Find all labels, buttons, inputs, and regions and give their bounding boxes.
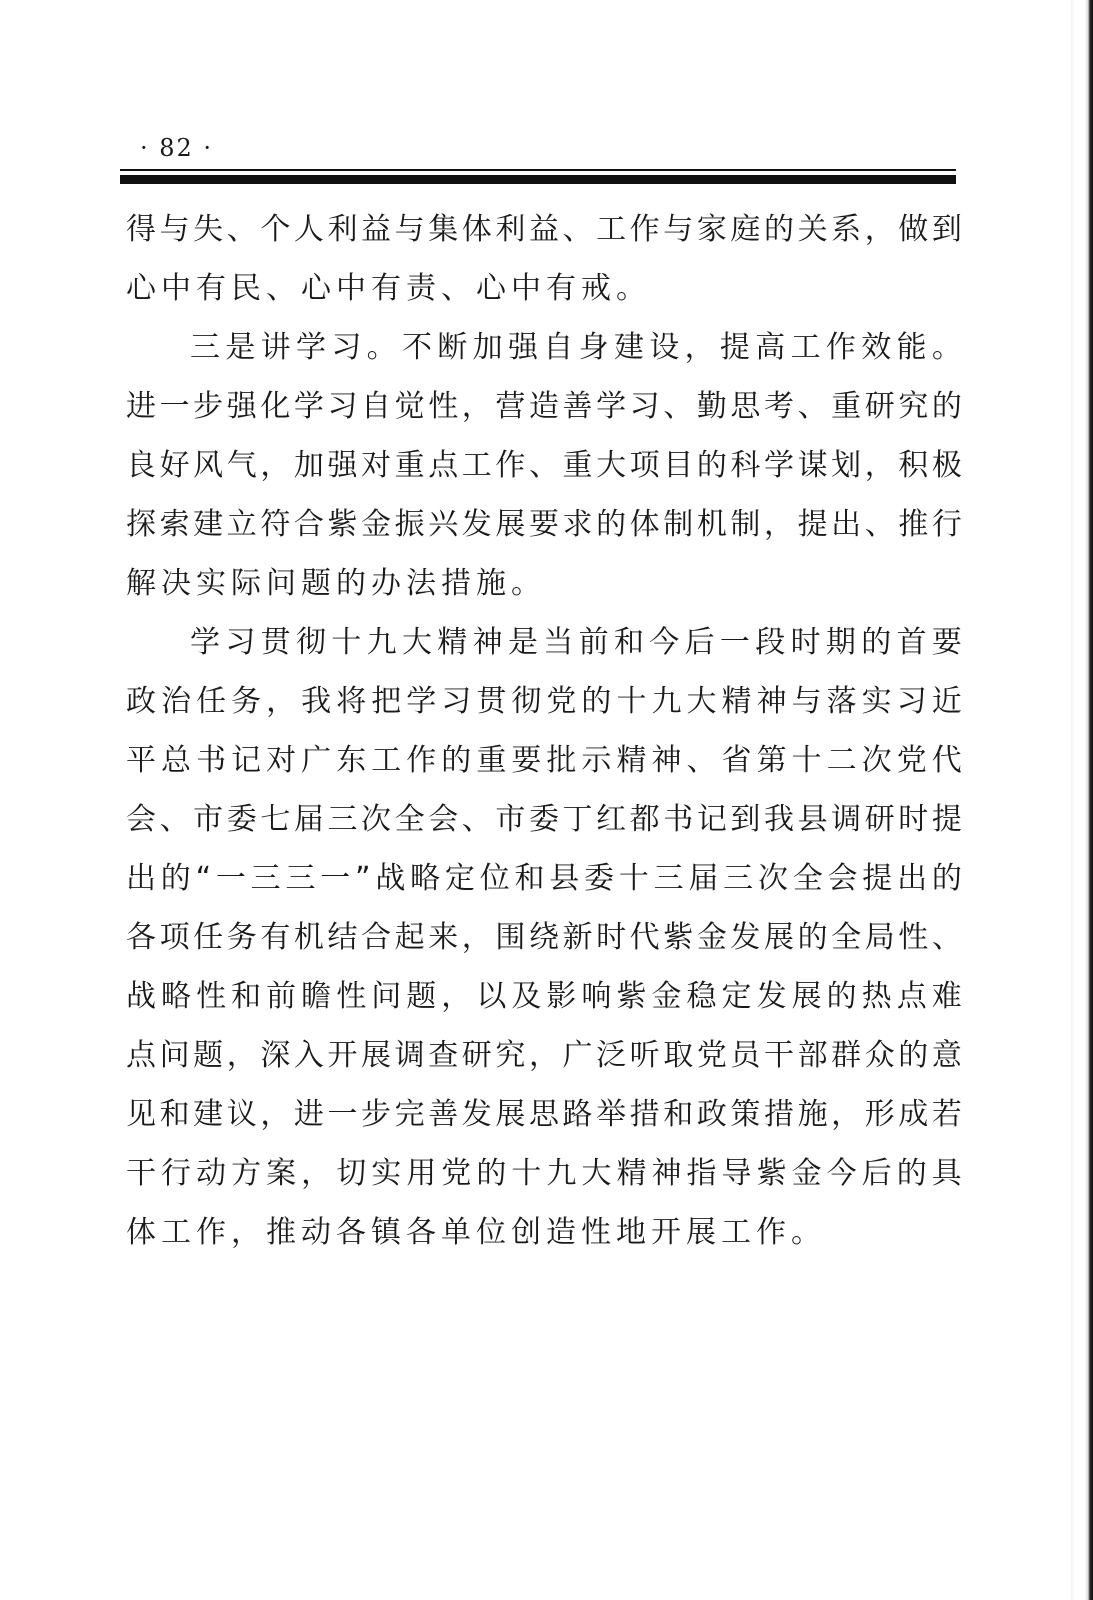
header-rule-thick xyxy=(120,175,956,184)
text-line: 平 总 书 记 对 广 东 工 作 的 重 要 批 示 精 神 、 省 第 十 二 次 党 代 xyxy=(126,743,962,778)
text-line: 解决实际问题的办法措施。 xyxy=(126,566,546,601)
text-line: 良 好 风 气 ， 加 强 对 重 点 工 作 、 重 大 项 目 的 科 学 谋 划 ， 积 极 xyxy=(126,448,962,483)
text-line: 心中有民、心中有责、心中有戒。 xyxy=(126,271,651,306)
text-line: 得 与 失 、 个 人 利 益 与 集 体 利 益 、 工 作 与 家 庭 的 关 系 ， 做 到 xyxy=(126,212,962,247)
text-line: 出 的 “ 一 三 三 一 ” 战 略 定 位 和 县 委 十 三 届 三 次 全 会 提 出 的 xyxy=(126,861,962,896)
text-line: 战 略 性 和 前 瞻 性 问 题 ， 以 及 影 响 紫 金 稳 定 发 展 的 热 点 难 xyxy=(126,979,962,1014)
page-number: · 82 · xyxy=(140,134,214,162)
text-line: 探 索 建 立 符 合 紫 金 振 兴 发 展 要 求 的 体 制 机 制 ， 提 出 、 推 行 xyxy=(126,507,962,542)
text-line: 见 和 建 议 ， 进 一 步 完 善 发 展 思 路 举 措 和 政 策 措 施 ， 形 成 若 xyxy=(126,1097,962,1132)
text-line: 政 治 任 务 ， 我 将 把 学 习 贯 彻 党 的 十 九 大 精 神 与 落 实 习 近 xyxy=(126,684,962,719)
text-line: 各 项 任 务 有 机 结 合 起 来 ， 围 绕 新 时 代 紫 金 发 展 的 全 局 性 、 xyxy=(126,920,962,955)
text-line: 三 是 讲 学 习 。 不 断 加 强 自 身 建 设 ， 提 高 工 作 效 能 。 xyxy=(190,330,962,365)
text-line: 点 问 题 ， 深 入 开 展 调 查 研 究 ， 广 泛 听 取 党 员 干 部 群 众 的 意 xyxy=(126,1038,962,1073)
text-line: 进 一 步 强 化 学 习 自 觉 性 ， 营 造 善 学 习 、 勤 思 考 、 重 研 究 的 xyxy=(126,389,962,424)
text-line: 干 行 动 方 案 ， 切 实 用 党 的 十 九 大 精 神 指 导 紫 金 今 后 的 具 xyxy=(126,1156,962,1191)
text-line: 会 、 市 委 七 届 三 次 全 会 、 市 委 丁 红 都 书 记 到 我 县 调 研 时 提 xyxy=(126,802,962,837)
header-rule-thin xyxy=(120,169,956,171)
scan-page-edge xyxy=(1071,0,1093,1600)
text-line: 学 习 贯 彻 十 九 大 精 神 是 当 前 和 今 后 一 段 时 期 的 首 要 xyxy=(190,625,962,660)
page-header xyxy=(120,130,956,190)
text-line: 体工作，推动各镇各单位创造性地开展工作。 xyxy=(126,1215,826,1250)
body-text xyxy=(126,200,962,1262)
